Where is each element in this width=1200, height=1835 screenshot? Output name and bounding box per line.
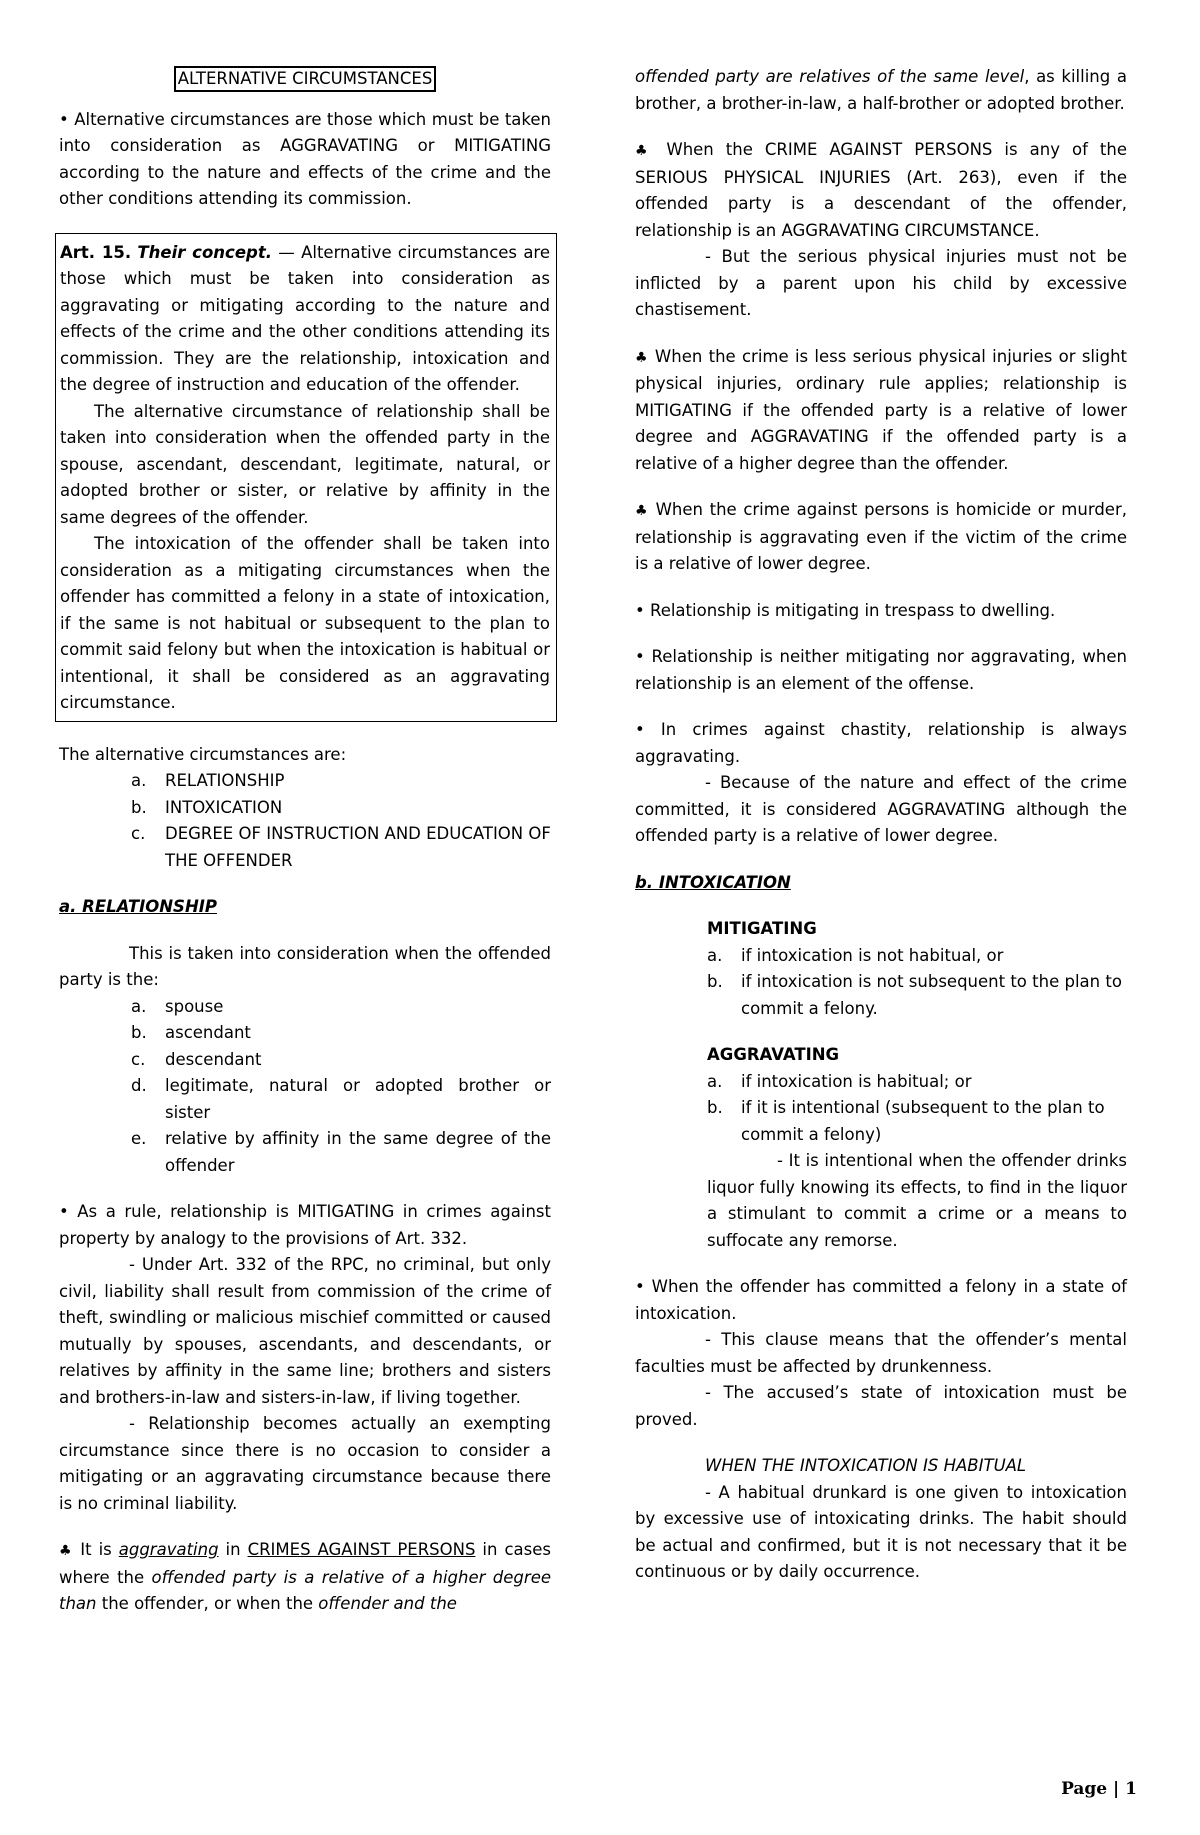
- list-item: d. legitimate, natural or adopted brother or sister: [131, 1076, 551, 1122]
- page-footer: [1061, 1776, 1137, 1803]
- habitual-text: - A habitual drunkard is one given to intoxication by excessive use of intoxicating drinks. The habit should be actual and confirmed, but it is not necessary that it be continuous or by daily occurrence.: [635, 1482, 1127, 1581]
- list-item: b. if intoxication is not subsequent to the plan to commit a felony.: [707, 972, 1122, 1018]
- article-15-box: [55, 233, 557, 722]
- club-homicide: ♣ When the crime against persons is homicide or murder, relationship is aggravating even if the victim of the crime is a relative of lower degree.: [635, 500, 1127, 573]
- article-label: Art. 15.: [60, 242, 132, 262]
- list-item: a. RELATIONSHIP: [131, 771, 285, 790]
- intentional-note: - It is intentional when the offender drinks liquor fully knowing its effects, to find in the liquor a stimulant to commit a crime or a means to suffocate any remorse.: [707, 1151, 1127, 1250]
- right-column: [635, 64, 1127, 1586]
- page-label: Page |: [1061, 1779, 1120, 1799]
- aggravating-list: [635, 1069, 1127, 1149]
- club-icon: ♣: [635, 503, 649, 519]
- club-crimes-against-persons: ♣ It is aggravating in CRIMES AGAINST PERSONS in cases where the offended party is a relative of a higher degree than the offender, or when the offender and the: [59, 1540, 551, 1613]
- list-item: b. if it is intentional (subsequent to the plan to commit a felony): [707, 1098, 1105, 1144]
- alt-list: [59, 768, 551, 874]
- list-item: c. descendant: [131, 1049, 262, 1069]
- relationship-heading: a. RELATIONSHIP: [59, 897, 217, 916]
- state-of-intoxication-bullet: • When the offender has committed a felony in a state of intoxication.: [635, 1277, 1127, 1323]
- document-title: ALTERNATIVE CIRCUMSTANCES: [174, 66, 437, 92]
- club-serious-physical-injuries: ♣ When the CRIME AGAINST PERSONS is any of the SERIOUS PHYSICAL INJURIES (Art. 263), even if the offended party is a descendant of the offender, relationship is an AGGRAVATING CIRCUMSTANCE.: [635, 140, 1127, 240]
- page-number: 1: [1125, 1779, 1137, 1799]
- list-item: c. DEGREE OF INSTRUCTION AND EDUCATION OF THE OFFENDER: [131, 824, 551, 870]
- list-item: a. spouse: [131, 996, 224, 1016]
- list-item: a. if intoxication is not habitual, or: [707, 945, 1004, 965]
- state-note-b: - The accused’s state of intoxication must be proved.: [635, 1383, 1127, 1429]
- aggravating-label: AGGRAVATING: [707, 1045, 840, 1064]
- club-less-serious-injuries: ♣ When the crime is less serious physical injuries or slight physical injuries, ordinary rule applies; relationship is MITIGATING if the offended party is a relative of lower degree and AGGRAVATING if the offended party is a relative of a higher degree than the offender.: [635, 346, 1127, 473]
- club-continuation: offended party are relatives of the same level, as killing a brother, a brother-in-law, a half-brother or adopted brother.: [635, 67, 1127, 113]
- bullet-trespass: • Relationship is mitigating in trespass to dwelling.: [635, 600, 1056, 620]
- rule-exempting: - Relationship becomes actually an exempting circumstance since there is no occasion to consider a mitigating or an aggravating circumstance because there is no criminal liability.: [59, 1414, 551, 1513]
- left-column: [59, 66, 551, 1618]
- list-item: b. INTOXICATION: [131, 797, 283, 817]
- article-heading: Their concept.: [137, 242, 272, 262]
- alt-list-intro: The alternative circumstances are:: [59, 744, 347, 764]
- relationship-list: [59, 994, 551, 1180]
- club-icon: ♣: [635, 349, 649, 366]
- mitigating-label: MITIGATING: [707, 919, 817, 938]
- list-item: e. relative by affinity in the same degree of the offender: [131, 1129, 551, 1175]
- article-paragraph-2: The alternative circumstance of relationship shall be taken into consideration when the offended party in the spouse, ascendant, descendant, legitimate, natural, or adopted brother or sister, or relative by affinity in the same degrees of the offender.: [60, 401, 550, 527]
- club-serious-physical-injuries-note: - But the serious physical injuries must not be inflicted by a parent upon his child by excessive chastisement.: [635, 247, 1127, 319]
- bullet-chastity-note: - Because of the nature and effect of the crime committed, it is considered AGGRAVATING although the offended party is a relative of lower degree.: [635, 773, 1127, 845]
- bullet-element-of-offense: • Relationship is neither mitigating nor aggravating, when relationship is an element of the offense.: [635, 647, 1127, 693]
- list-item: b. ascendant: [131, 1023, 251, 1042]
- relationship-intro: This is taken into consideration when the offended party is the:: [59, 943, 551, 989]
- club-icon: ♣: [59, 1543, 74, 1559]
- article-text-1: — Alternative circumstances are those which must be taken into consideration as aggravating or mitigating according to the nature and effects of the crime and the other conditions attending its commission. They are the relationship, intoxication and the degree of instruction and education of the offender.: [60, 242, 551, 394]
- mitigating-list: [635, 943, 1127, 1023]
- intro-paragraph: • Alternative circumstances are those which must be taken into consideration as AGGRAVATING or MITIGATING according to the nature and effects of the crime and the other conditions attending its commission.: [59, 109, 551, 208]
- habitual-heading: WHEN THE INTOXICATION IS HABITUAL: [705, 1456, 1027, 1475]
- article-paragraph-1: [60, 240, 550, 399]
- list-item: a. if intoxication is habitual; or: [707, 1071, 972, 1091]
- bullet-chastity: • In crimes against chastity, relationship is always aggravating.: [635, 720, 1127, 766]
- rule-crimes-against-property: • As a rule, relationship is MITIGATING in crimes against property by analogy to the provisions of Art. 332.: [59, 1202, 551, 1248]
- article-paragraph-3: The intoxication of the offender shall be taken into consideration as a mitigating circumstances when the offender has committed a felony in a state of intoxication, if the same is not habitual or subsequent to the plan to commit said felony but when the intoxication is habitual or intentional, it shall be considered as an aggravating circumstance.: [60, 534, 550, 712]
- state-note-a: - This clause means that the offender’s mental faculties must be affected by drunkenness.: [635, 1330, 1127, 1376]
- rule-art-332: - Under Art. 332 of the RPC, no criminal, but only civil, liability shall result from commission of the crime of theft, swindling or malicious mischief committed or caused mutually by spouses, ascendants, and descendants, or relatives by affinity in the same line; brothers and sisters and brothers-in-law and sisters-in-law, if living together.: [59, 1255, 551, 1407]
- intoxication-heading: b. INTOXICATION: [635, 872, 791, 892]
- club-icon: ♣: [635, 143, 655, 159]
